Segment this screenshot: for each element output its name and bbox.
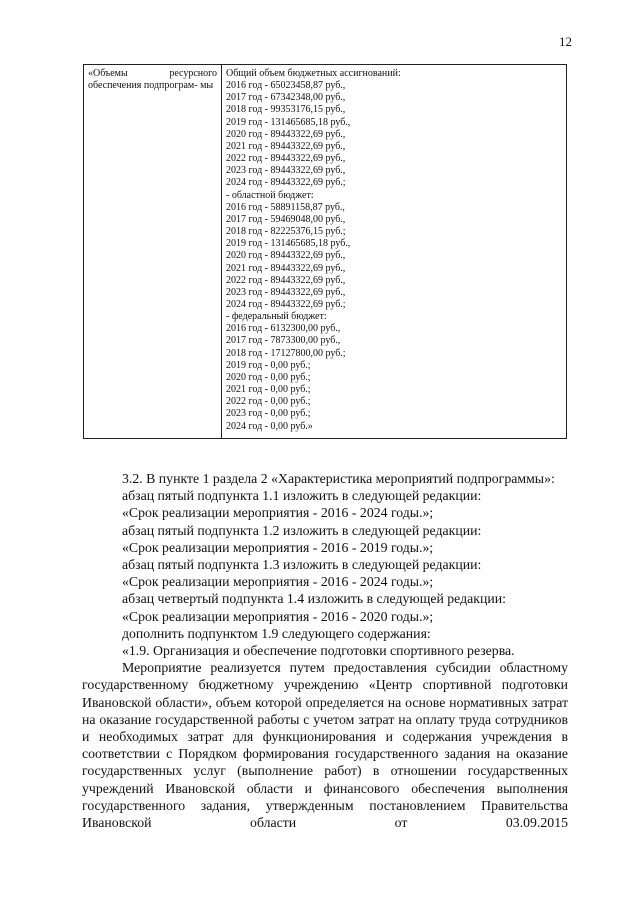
table-line: 2016 год - 58891158,87 руб., [226, 201, 345, 213]
resource-table [83, 64, 567, 439]
table-line: 2022 год - 89443322,69 руб., [226, 153, 346, 165]
paragraph: «1.9. Организация и обеспечение подготовки спортивного резерва. [122, 643, 515, 659]
table-line: 2023 год - 89443322,69 руб., [226, 165, 346, 177]
paragraph: «Срок реализации мероприятия - 2016 - 2024 годы.»; [122, 574, 434, 590]
paragraph-intro: 3.2. В пункте 1 раздела 2 «Характеристика мероприятий подпрограммы»: [122, 471, 555, 486]
table-label-cell: «Объемы ресурсного обеспечения подпрограм- мы [84, 65, 222, 439]
table-line: 2017 год - 7873300,00 руб., [226, 335, 341, 347]
table-line: 2017 год - 67342348,00 руб., [226, 92, 346, 104]
paragraph: дополнить подпунктом 1.9 следующего содержания: [122, 625, 431, 641]
table-line: 2016 год - 65023458,87 руб., [226, 80, 346, 92]
table-line: 2020 год - 0,00 руб.; [226, 371, 311, 383]
table-line: 2023 год - 89443322,69 руб., [226, 286, 346, 298]
table-line: 2021 год - 0,00 руб.; [226, 384, 311, 396]
table-line: 2018 год - 99353176,15 руб., [226, 104, 346, 116]
body-text [82, 470, 568, 831]
table-line: 2018 год - 82225376,15 руб.; [226, 226, 346, 238]
table-line: 2019 год - 131465685,18 руб., [226, 116, 351, 128]
paragraph: «Срок реализации мероприятия - 2016 - 2019 годы.»; [122, 539, 434, 555]
paragraph: абзац пятый подпункта 1.3 изложить в следующей редакции: [122, 557, 482, 573]
table-line: 2021 год - 89443322,69 руб., [226, 262, 346, 274]
paragraph: абзац четвертый подпункта 1.4 изложить в следующей редакции: [122, 591, 506, 607]
table-values-cell [222, 65, 567, 439]
table-line: 2022 год - 89443322,69 руб., [226, 274, 346, 286]
table-line: 2017 год - 59469048,00 руб., [226, 213, 346, 225]
table-line: 2021 год - 89443322,69 руб., [226, 140, 346, 152]
table-line: 2023 год - 0,00 руб.; [226, 408, 311, 420]
table-line: 2019 год - 131465685,18 руб., [226, 238, 351, 250]
paragraph: «Срок реализации мероприятия - 2016 - 2020 годы.»; [122, 608, 434, 624]
table-line: 2016 год - 6132300,00 руб., [226, 323, 341, 335]
table-line: 2024 год - 89443322,69 руб.; [226, 298, 346, 310]
paragraph: «Срок реализации мероприятия - 2016 - 2024 годы.»; [122, 505, 434, 521]
table-line: - федеральный бюджет: [226, 311, 327, 323]
table-row [84, 65, 567, 439]
table-line: Общий объем бюджетных ассигнований: [226, 68, 401, 79]
table-line: 2024 год - 89443322,69 руб.; [226, 177, 346, 189]
table-line: 2024 год - 0,00 руб.» [226, 420, 313, 432]
paragraph-main: Мероприятие реализуется путем предоставления субсидии областному государственному бюджетному учреждению «Центр спортивной подготовки Ивановской области», объем которой определяется на основе нормативных затрат на оказание государственной работы с учетом затрат на оплату труда сотрудников и необходимых затрат для функционирования и содержания учреждения в соответствии с Порядком формирования государственного задания на оказание государственных услуг (выполнение работ) в отношении государственных учреждений Ивановской области и финансового обеспечения выполнения государственного задания, утвержденным постановлением Правительства Ивановской области от 03.09.2015 [82, 660, 568, 831]
table-line: 2020 год - 89443322,69 руб., [226, 250, 346, 262]
table-line: 2018 год - 17127800,00 руб.; [226, 347, 346, 359]
table-line: 2019 год - 0,00 руб.; [226, 359, 311, 371]
paragraph: абзац пятый подпункта 1.1 изложить в следующей редакции: [122, 488, 482, 504]
table-line: - областной бюджет: [226, 189, 314, 201]
paragraph: абзац пятый подпункта 1.2 изложить в следующей редакции: [122, 522, 482, 538]
page-number: 12 [559, 34, 572, 49]
table-line: 2022 год - 0,00 руб.; [226, 396, 311, 408]
table-line: 2020 год - 89443322,69 руб., [226, 128, 346, 140]
